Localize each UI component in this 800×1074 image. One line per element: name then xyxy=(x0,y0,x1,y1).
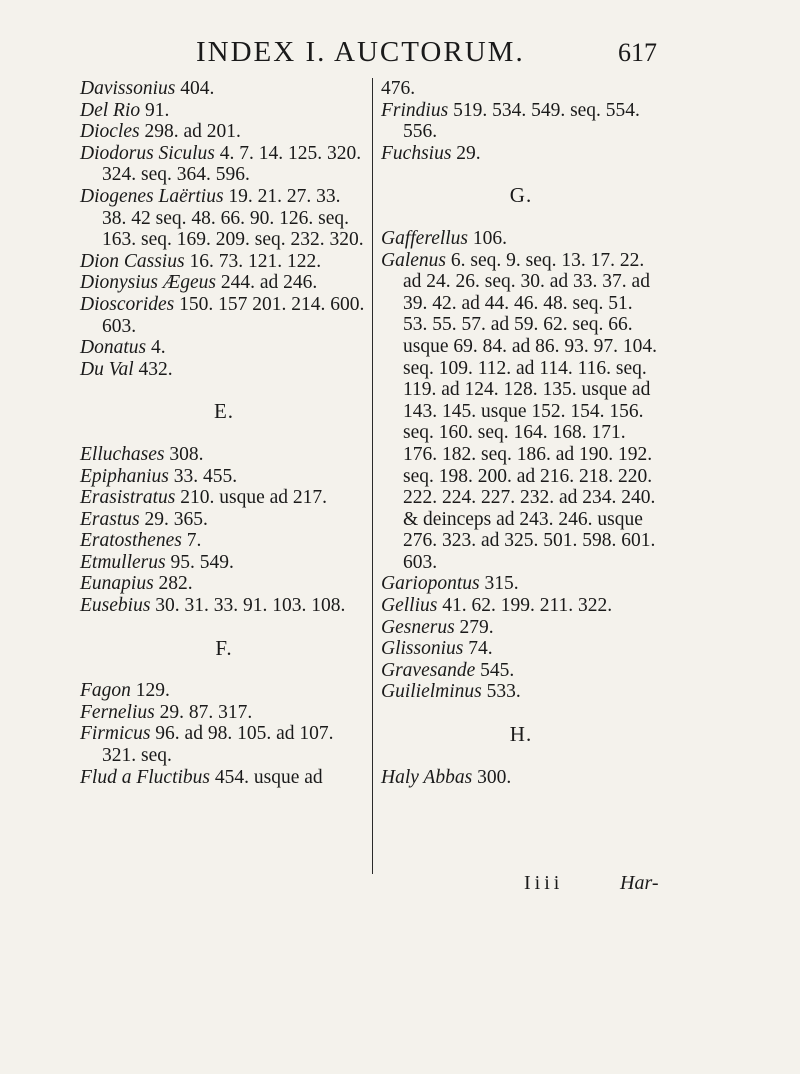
page-references: 454. usque ad xyxy=(210,766,323,788)
author-name: Frindius xyxy=(381,99,449,121)
index-entry xyxy=(381,100,661,143)
index-column-left xyxy=(80,78,368,788)
letter-heading: E. xyxy=(213,399,235,424)
page-references: 96. ad 98. 105. ad 107. 321. seq. xyxy=(102,723,334,767)
index-entry xyxy=(80,680,368,702)
index-entry xyxy=(381,250,661,574)
index-entry xyxy=(80,272,368,294)
index-column-right xyxy=(381,78,661,788)
author-name: Flud a Fluctibus xyxy=(80,766,210,788)
index-entry xyxy=(80,509,368,531)
index-entry xyxy=(80,359,368,381)
author-name: Del Rio xyxy=(80,99,141,121)
author-name: Diodorus Siculus xyxy=(80,142,215,164)
index-entry xyxy=(80,595,368,617)
index-entry xyxy=(80,552,368,574)
page-references: 129. xyxy=(130,680,170,702)
author-name: Fuchsius xyxy=(381,142,452,164)
page-references: 545. xyxy=(475,659,515,681)
letter-heading: G. xyxy=(509,183,533,208)
index-entry xyxy=(80,186,368,251)
author-name: Davissonius xyxy=(80,78,176,99)
author-name: Gravesande xyxy=(381,659,476,681)
page-references: 298. ad 201. xyxy=(139,121,241,143)
author-name: Gellius xyxy=(381,595,438,617)
author-name: Epiphanius xyxy=(80,465,169,487)
page-references: 4. xyxy=(146,337,166,359)
page-references: 106. xyxy=(468,227,508,249)
page-references: 282. xyxy=(153,573,193,595)
page-references: 300. xyxy=(472,766,512,788)
index-entry xyxy=(80,530,368,552)
author-name: Eusebius xyxy=(80,595,151,617)
index-entry xyxy=(80,337,368,359)
page-references: 432. xyxy=(133,358,173,380)
author-name: Haly Abbas xyxy=(381,766,473,788)
page-references: 6. seq. 9. seq. 13. 17. 22. ad 24. 26. seq. 30. ad 33. 37. ad 39. 42. ad 44. 46. 48. seq. 51. 53. 55. 57. ad 59. 62. seq. 66. usque 69. 84. ad 86. 93. 97. 104. seq. 109. 112. ad 114. 116. seq. 119. ad 124. 128. 135. usque ad 143. 145. usque 152. 154. 156. seq. 160. seq. 164. 168. 171. 176. 182. seq. 186. ad 190. 192. seq. 198. 200. ad 216. 218. 220. 222. 224. 227. 232. ad 234. 240. & deinceps ad 243. 246. usque 276. 323. ad 325. 501. 598. 601. 603. xyxy=(403,249,658,573)
author-name: Dioscorides xyxy=(80,293,175,315)
page-references: 308. xyxy=(164,443,204,465)
index-entry xyxy=(381,595,661,617)
author-name: Dionysius Ægeus xyxy=(80,272,216,294)
page-references: 315. xyxy=(479,573,519,595)
author-name: Elluchases xyxy=(80,443,165,465)
author-name: Galenus xyxy=(381,249,446,271)
index-entry xyxy=(80,573,368,595)
author-name: Glissonius xyxy=(381,638,464,660)
index-entry xyxy=(80,767,368,789)
page-references: 519. 534. 549. seq. 554. 556. xyxy=(403,99,640,143)
page-references: 16. 73. 121. 122. xyxy=(184,250,322,272)
column-divider xyxy=(372,78,373,874)
page-references: 404. xyxy=(175,78,215,99)
index-entry xyxy=(80,702,368,724)
author-name: Gariopontus xyxy=(381,573,480,595)
index-entry xyxy=(381,660,661,682)
page-references: 4. 7. 14. 125. 320. 324. seq. 364. 596. xyxy=(102,142,362,186)
author-name: Eunapius xyxy=(80,573,154,595)
page-references: 29. 87. 317. xyxy=(154,701,253,723)
index-entry xyxy=(381,228,661,250)
page-references: 29. 365. xyxy=(139,508,208,530)
index-entry xyxy=(381,573,661,595)
page-references: 476. xyxy=(381,78,416,99)
index-entry xyxy=(80,121,368,143)
index-entry xyxy=(80,444,368,466)
page-references: 7. xyxy=(181,530,202,552)
author-name: Firmicus xyxy=(80,723,151,745)
author-name: Dion Cassius xyxy=(80,250,185,272)
author-name: Donatus xyxy=(80,337,147,359)
index-entry xyxy=(80,251,368,273)
author-name: Fernelius xyxy=(80,701,155,723)
page-references: 279. xyxy=(454,616,494,638)
catchword: Har- xyxy=(620,872,659,894)
index-entry xyxy=(381,681,661,703)
author-name: Gafferellus xyxy=(381,227,469,249)
author-name: Fagon xyxy=(80,680,131,702)
index-entry xyxy=(80,723,368,766)
page-references: 150. 157 201. 214. 600. 603. xyxy=(102,293,365,337)
index-entry xyxy=(80,100,368,122)
index-entry xyxy=(80,78,368,100)
page-references: 91. xyxy=(140,99,170,121)
author-name: Du Val xyxy=(80,358,134,380)
author-name: Eratosthenes xyxy=(80,530,182,552)
index-entry xyxy=(80,487,368,509)
running-title: INDEX I. AUCTORUM. xyxy=(196,36,525,68)
page-footer xyxy=(0,872,800,902)
page-references: 19. 21. 27. 33. 38. 42 seq. 48. 66. 90. 126. seq. 163. seq. 169. 209. seq. 232. 320. xyxy=(102,185,364,251)
page-references: 30. 31. 33. 91. 103. 108. xyxy=(150,595,346,617)
letter-heading: F. xyxy=(215,635,233,660)
page-header xyxy=(0,36,800,72)
index-entry xyxy=(80,294,368,337)
page-references: 533. xyxy=(481,681,521,703)
index-entry-continuation xyxy=(381,78,661,100)
signature-mark: Iiii xyxy=(524,872,564,894)
author-name: Gesnerus xyxy=(381,616,455,638)
index-entry xyxy=(381,143,661,165)
page-references: 41. 62. 199. 211. 322. xyxy=(437,595,613,617)
page-references: 210. usque ad 217. xyxy=(175,487,328,509)
page-references: 29. xyxy=(451,142,481,164)
page-references: 33. 455. xyxy=(168,465,238,487)
author-name: Guilielminus xyxy=(381,681,482,703)
author-name: Erasistratus xyxy=(80,487,176,509)
letter-heading: H. xyxy=(509,722,533,747)
index-entry xyxy=(381,767,661,789)
page-references: 95. 549. xyxy=(165,551,234,573)
author-name: Diogenes Laërtius xyxy=(80,185,224,207)
author-name: Erastus xyxy=(80,508,140,530)
index-entry xyxy=(381,638,661,660)
page-references: 74. xyxy=(463,638,493,660)
author-name: Diocles xyxy=(80,121,140,143)
index-entry xyxy=(381,617,661,639)
index-entry xyxy=(80,143,368,186)
index-entry xyxy=(80,466,368,488)
page-references: 244. ad 246. xyxy=(215,272,318,294)
page-number: 617 xyxy=(618,38,657,67)
author-name: Etmullerus xyxy=(80,551,166,573)
